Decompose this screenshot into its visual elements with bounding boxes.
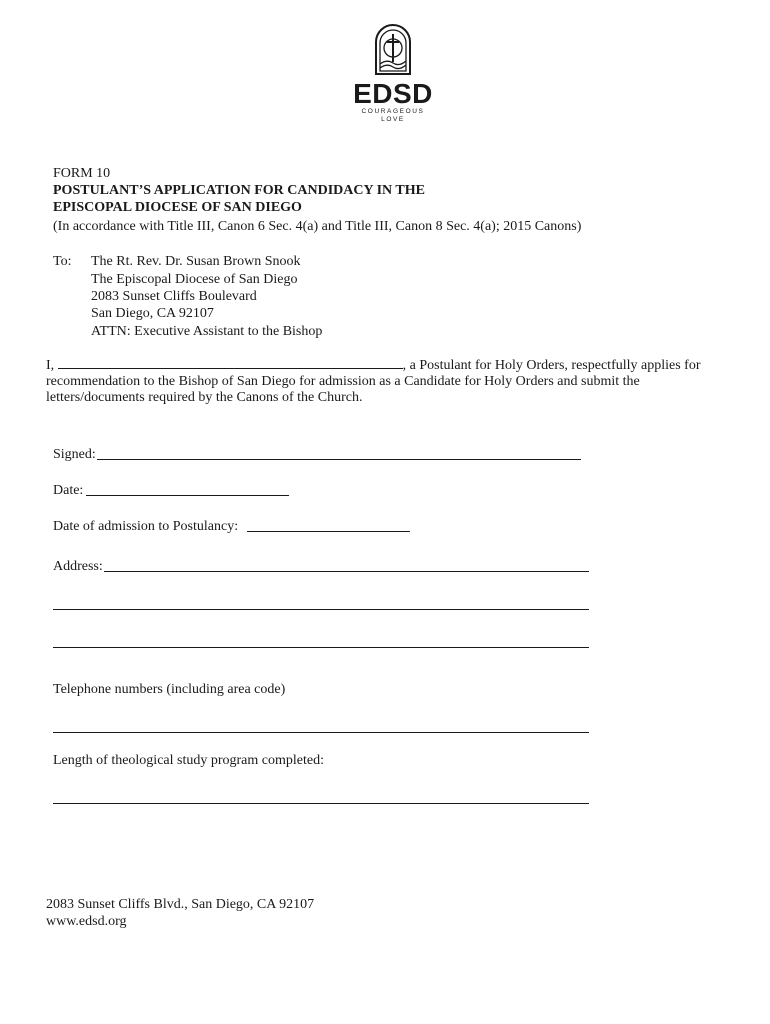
telephone-label: Telephone numbers (including area code) [53,682,286,697]
admission-date-line[interactable] [247,531,410,532]
address-line-3[interactable] [53,647,589,648]
signed-label: Signed: [53,447,96,462]
address-line-1[interactable] [104,571,589,572]
footer-address: 2083 Sunset Cliffs Blvd., San Diego, CA 92107 [46,897,315,912]
form-subtitle: (In accordance with Title III, Canon 6 Sec. 4(a) and Title III, Canon 8 Sec. 4(a); 2015 Canons) [53,219,582,234]
form-number: FORM 10 [53,166,111,181]
date-label: Date: [53,483,84,498]
recipient-line: The Episcopal Diocese of San Diego [91,272,298,287]
form-title-line2: EPISCOPAL DIOCESE OF SAN DIEGO [53,200,302,215]
statement-rest: , a Postulant for Holy Orders, respectfully applies for recommendation to the Bishop of San Diego for admission as a Candidate for Holy Orders and submit the letters/documents required by the Canons of the Church. [46,358,701,405]
statement-start: I, [46,358,58,373]
admission-date-label: Date of admission to Postulancy: [53,519,239,534]
study-length-line[interactable] [53,803,589,804]
to-label: To: [53,254,72,269]
logo-tagline: COURAGEOUS LOVE [361,108,425,123]
recipient-line: The Rt. Rev. Dr. Susan Brown Snook [91,254,301,269]
address-label: Address: [53,559,103,574]
date-line[interactable] [86,495,289,496]
church-window-icon [373,24,413,76]
name-blank[interactable] [58,357,403,369]
recipient-line: 2083 Sunset Cliffs Boulevard [91,289,257,304]
address-line-2[interactable] [53,609,589,610]
signature-line[interactable] [97,459,581,460]
footer-website: www.edsd.org [46,914,127,929]
telephone-line[interactable] [53,732,589,733]
logo-name: EDSD [353,78,433,109]
edsd-logo [348,24,438,124]
study-length-label: Length of theological study program completed: [53,753,324,768]
recipient-line: San Diego, CA 92107 [91,306,214,321]
recipient-line: ATTN: Executive Assistant to the Bishop [91,324,323,339]
application-statement [46,357,728,406]
form-title-line1: POSTULANT’S APPLICATION FOR CANDIDACY IN THE [53,183,425,198]
